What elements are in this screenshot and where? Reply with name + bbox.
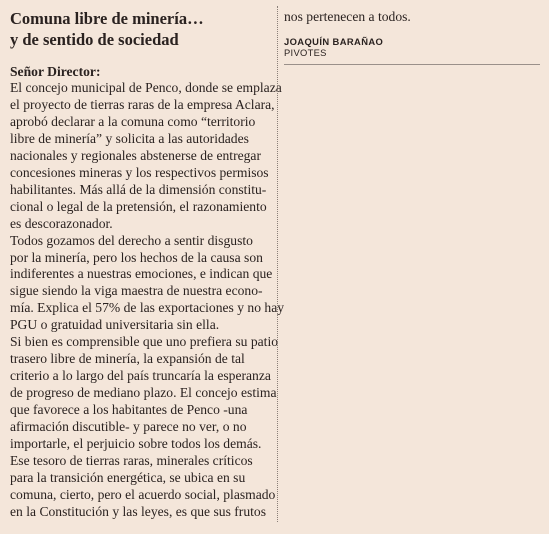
body-line: de progreso de mediano plazo. El concejo estima: [10, 385, 277, 401]
body-line: para la transición energética, se ubica en su: [10, 469, 246, 485]
letter-continuation-column: [284, 8, 540, 65]
body-line: libre de minería” y solicita a las autoridades: [10, 130, 249, 146]
body-line: Ese tesoro de tierras raras, minerales críticos: [10, 452, 253, 468]
body-line: en la Constitución y las leyes, es que sus frutos: [10, 503, 266, 519]
body-line: afirmación discutible- y parece no ver, o no: [10, 419, 247, 435]
letter-column: [10, 8, 285, 521]
body-line: mía. Explica el 57% de las exportaciones y no hay: [10, 300, 285, 316]
body-line: es descorazonador.: [10, 215, 113, 231]
body-line: el proyecto de tierras raras de la empresa Aclara,: [10, 96, 275, 112]
body-line: Todos gozamos del derecho a sentir disgusto: [10, 232, 253, 248]
letter-title-line-1: Comuna libre de minería…: [10, 9, 204, 28]
body-line: indiferentes a nuestras emociones, e indican que: [10, 266, 273, 282]
author-location: PIVOTES: [284, 47, 327, 58]
body-line: Si bien es comprensible que uno prefiera su patio: [10, 334, 279, 350]
body-line: nacionales y regionales abstenerse de entregar: [10, 147, 261, 163]
column-divider: [277, 6, 278, 522]
body-line: trasero libre de minería, la expansión de tal: [10, 351, 245, 367]
body-line: comuna, cierto, pero el acuerdo social, plasmado: [10, 486, 276, 502]
body-line: PGU o gratuidad universitaria sin ella.: [10, 317, 220, 333]
author-name: JOAQUÍN BARAÑAO: [284, 36, 384, 47]
body-line: cional o legal de la pretensión, el razonamiento: [10, 198, 267, 214]
letter-body-continuation: nos pertenecen a todos.: [284, 9, 411, 24]
signature-rule: [284, 64, 540, 65]
salutation: Señor Director:: [10, 64, 101, 79]
body-line: concesiones mineras y los respectivos permisos: [10, 164, 269, 180]
body-line: habilitantes. Más allá de la dimensión constitu-: [10, 181, 267, 197]
body-line: importarle, el perjuicio sobre todos los demás.: [10, 436, 262, 452]
body-line: por la minería, pero los hechos de la causa son: [10, 249, 263, 265]
body-line: que favorece a los habitantes de Penco -una: [10, 402, 248, 418]
letter-title: [10, 8, 268, 50]
letter-title-line-2: y de sentido de sociedad: [10, 30, 179, 49]
body-line: El concejo municipal de Penco, donde se emplaza: [10, 80, 282, 95]
body-line: criterio a lo largo del país truncaría la esperanza: [10, 368, 271, 384]
body-line: sigue siendo la viga maestra de nuestra econo-: [10, 283, 263, 299]
body-line: aprobó declarar a la comuna como “territorio: [10, 113, 256, 129]
letter-body: [10, 80, 285, 521]
